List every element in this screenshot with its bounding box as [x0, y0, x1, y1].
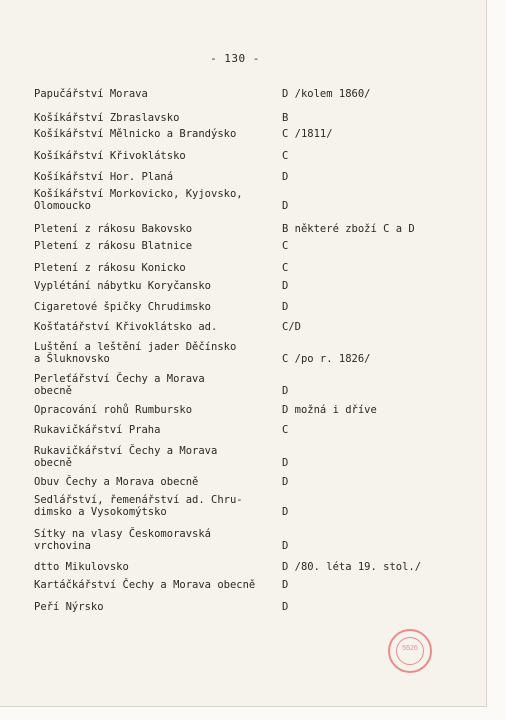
category-value: B některé zboží C a D: [282, 223, 415, 235]
craft-region-label: Opracování rohů Rumbursko: [34, 404, 193, 416]
craft-region-label: Pletení z rákosu Konicko: [34, 262, 186, 274]
category-value: D možná i dříve: [282, 404, 377, 416]
category-value: C: [282, 424, 289, 436]
craft-region-label: Peří Nýrsko: [34, 601, 104, 613]
craft-region-label: Papučářství Morava: [34, 88, 148, 100]
page-number: - 130 -: [210, 52, 260, 65]
category-value: C: [282, 240, 289, 252]
category-value: D: [282, 171, 289, 183]
craft-region-label: Sítky na vlasy Českomoravská vrchovina: [34, 528, 212, 552]
category-value: D: [282, 280, 289, 292]
category-value: D: [282, 476, 289, 488]
craft-region-label: Kartáčkářství Čechy a Morava obecně: [34, 579, 256, 591]
category-value: C/D: [282, 321, 301, 333]
craft-region-label: Obuv Čechy a Morava obecně: [34, 476, 199, 488]
craft-region-label: Rukavičkářství Čechy a Morava obecně: [34, 445, 218, 469]
craft-region-label: Luštění a leštění jader Děčínsko a Šluknovsko: [34, 341, 237, 365]
category-value: D: [282, 540, 289, 552]
craft-region-label: Košťatářství Křivoklátsko ad.: [34, 321, 218, 333]
category-value: C: [282, 150, 289, 162]
category-value: D: [282, 457, 289, 469]
category-value: C /po r. 1826/: [282, 353, 371, 365]
category-value: C: [282, 262, 289, 274]
craft-region-label: Košíkářství Mělnicko a Brandýsko: [34, 128, 237, 140]
category-value: D: [282, 579, 289, 591]
category-value: D /80. léta 19. stol./: [282, 561, 422, 573]
craft-region-label: Pletení z rákosu Blatnice: [34, 240, 193, 252]
craft-region-label: Košíkářství Křivoklátsko: [34, 150, 186, 162]
craft-region-label: Cigaretové špičky Chrudimsko: [34, 301, 212, 313]
category-value: B: [282, 112, 289, 124]
craft-region-label: Perleťářství Čechy a Morava obecně: [34, 373, 205, 397]
craft-region-label: Pletení z rákosu Bakovsko: [34, 223, 193, 235]
craft-region-label: Sedlářství, řemenářství ad. Chru- dimsko a Vysokomýtsko: [34, 494, 243, 518]
craft-region-label: Rukavičkářství Praha: [34, 424, 161, 436]
category-value: D: [282, 506, 289, 518]
category-value: D: [282, 200, 289, 212]
library-stamp: [388, 629, 432, 673]
craft-region-label: Košíkářství Zbraslavsko: [34, 112, 180, 124]
craft-region-label: dtto Mikulovsko: [34, 561, 129, 573]
category-value: D: [282, 385, 289, 397]
craft-region-label: Vyplétání nábytku Koryčansko: [34, 280, 212, 292]
category-value: D /kolem 1860/: [282, 88, 371, 100]
category-value: D: [282, 301, 289, 313]
craft-region-label: Košíkářství Hor. Planá: [34, 171, 174, 183]
stamp-number: 5526: [402, 645, 418, 652]
craft-region-label: Košíkářství Morkovicko, Kyjovsko, Olomoucko: [34, 188, 243, 212]
category-value: C /1811/: [282, 128, 333, 140]
category-value: D: [282, 601, 289, 613]
